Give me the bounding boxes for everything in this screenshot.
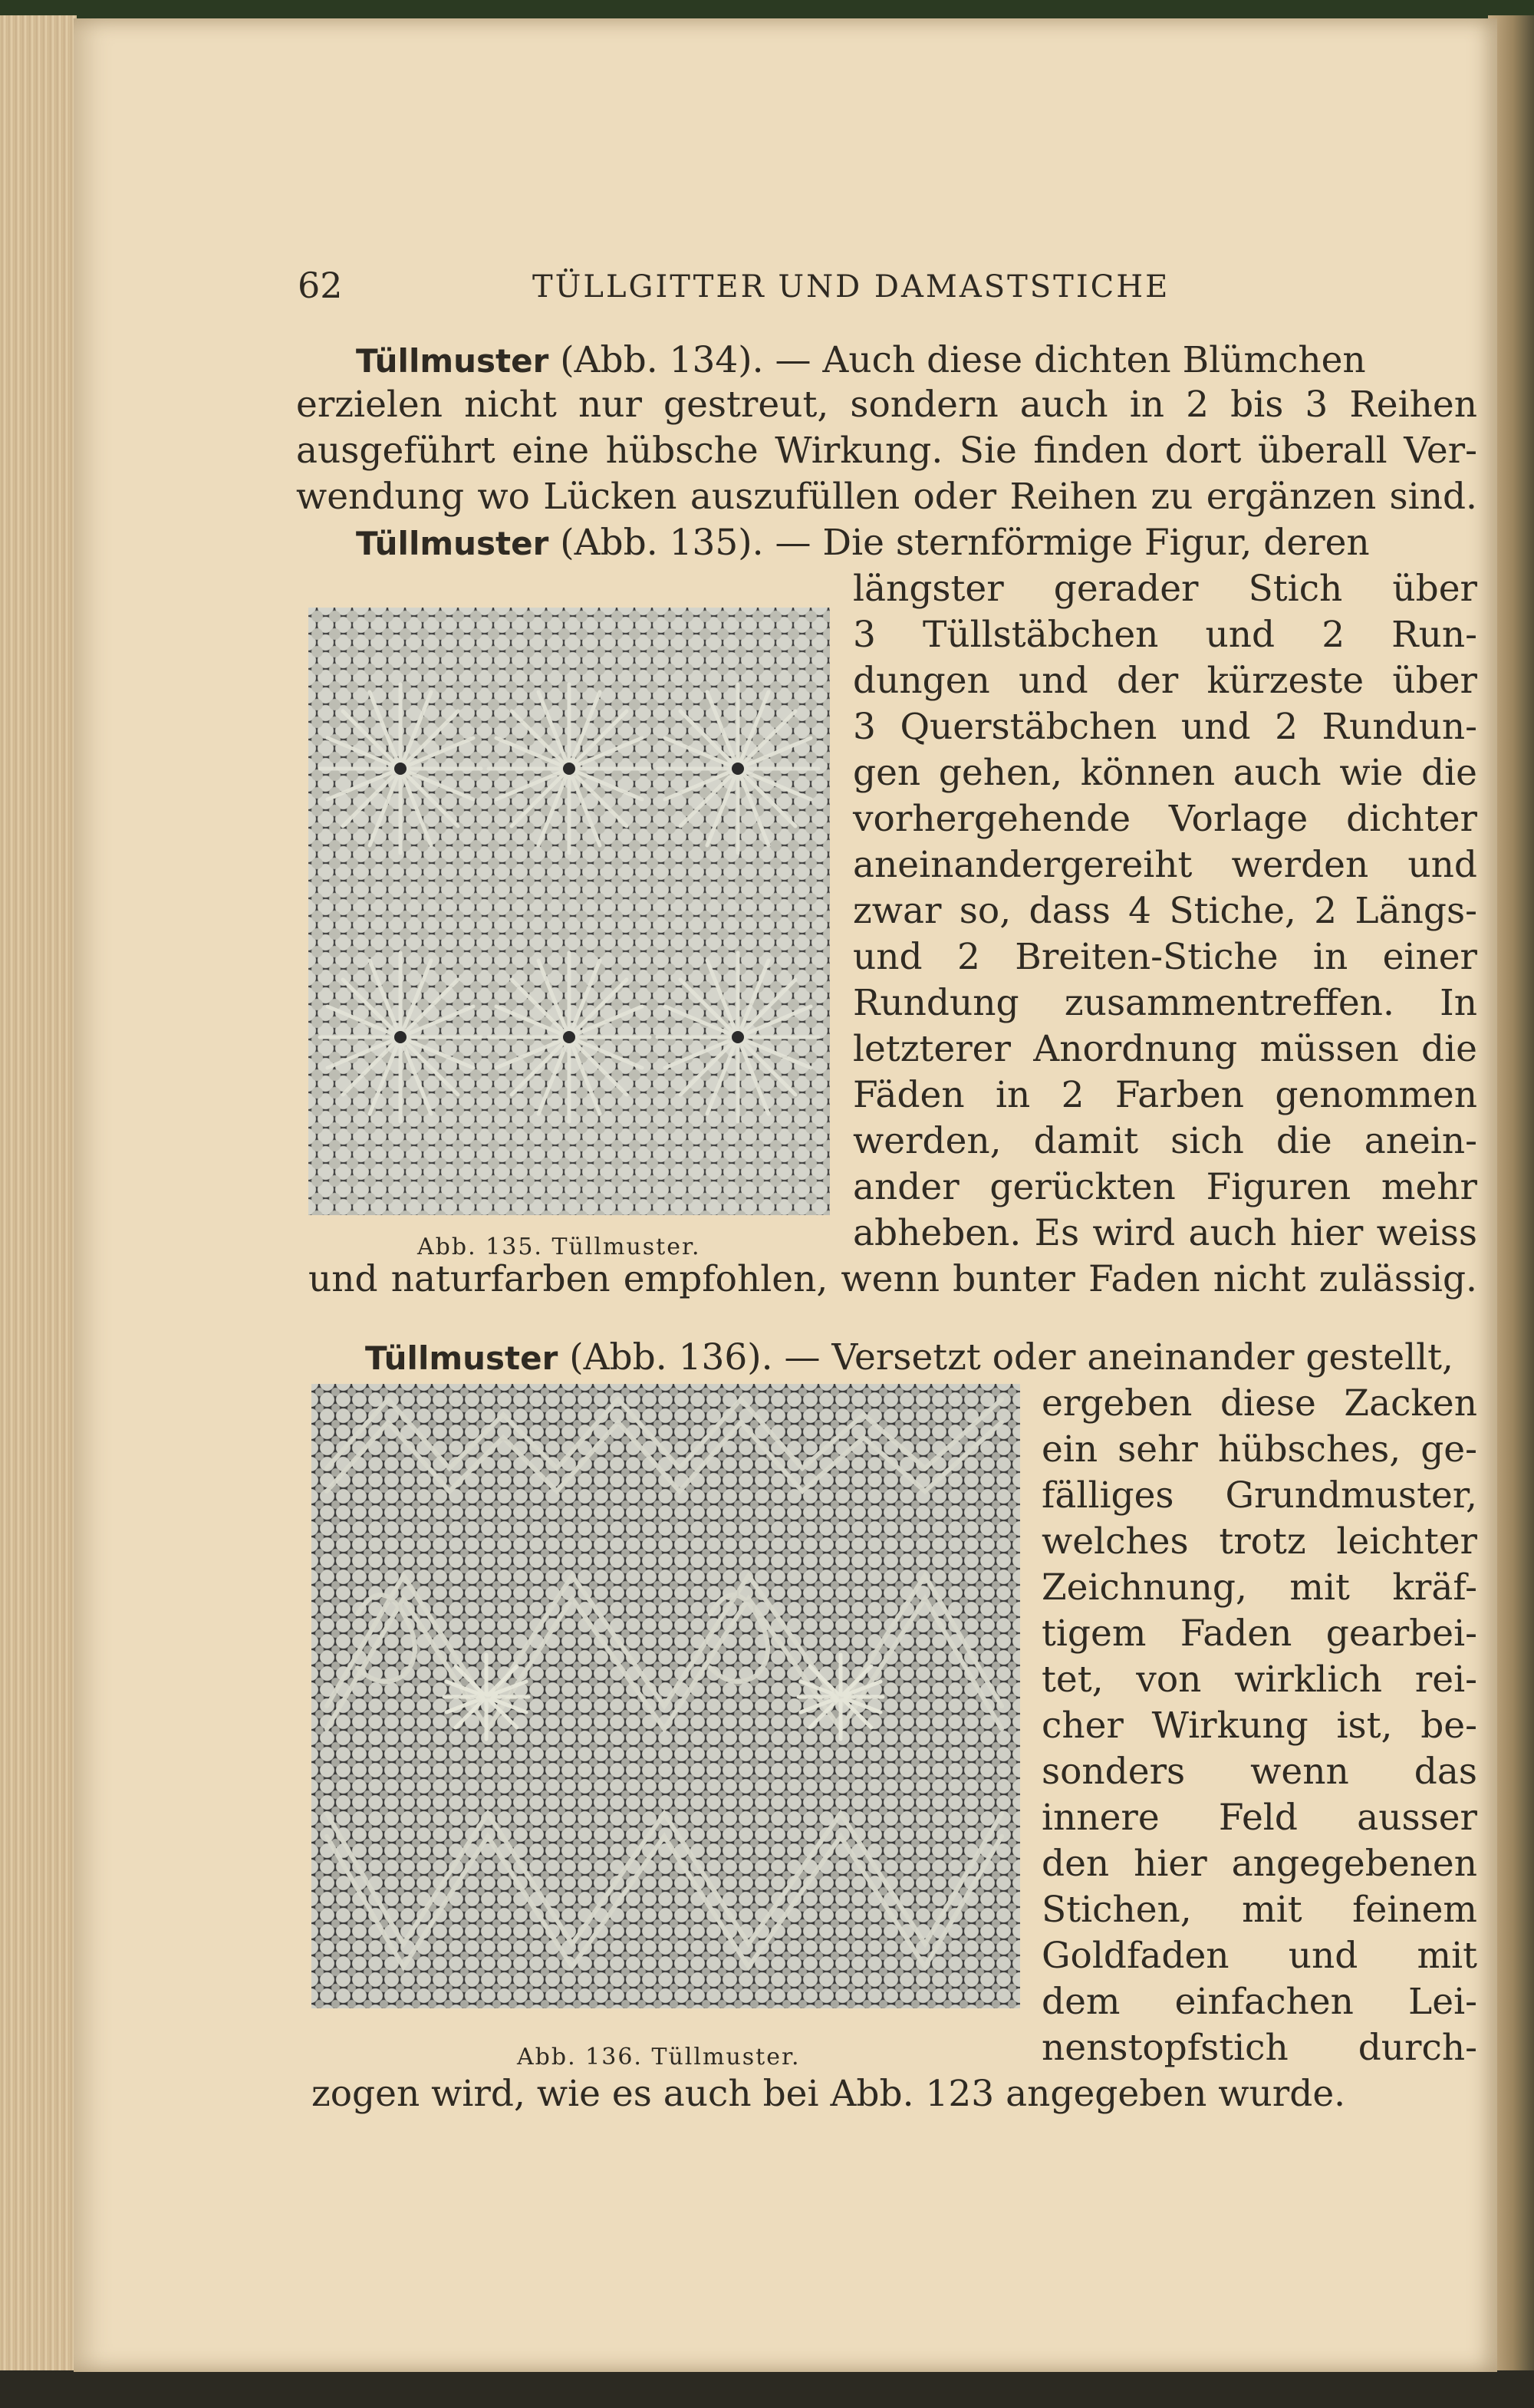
para3-line-11: innere Feld ausser [1042,1797,1477,1839]
para2-line-14: werden, damit sich die anein- [853,1120,1477,1162]
para2-line-12: letzterer Anordnung müssen die [853,1028,1477,1070]
figure-136-caption: Abb. 136. Tüllmuster. [517,2044,801,2070]
para2-line-15: ander gerückten Figuren mehr [853,1166,1477,1208]
running-header: TÜLLGITTER UND DAMASTSTICHE [532,269,1170,305]
figure-136-zigzag-motifs [311,1384,1020,2008]
book-page [74,18,1497,2372]
para3-line-15: dem einfachen Lei- [1042,1981,1477,2023]
figure-135-caption: Abb. 135. Tüllmuster. [417,1234,701,1260]
para3-line-5: welches trotz leichter [1042,1520,1477,1563]
para2-line-6: gen gehen, können auch wie die [853,752,1477,794]
para1-line-3: ausgeführt eine hübsche Wirkung. Sie finden dort überall Ver- [296,430,1477,472]
para2-line-11: Rundung zusammentreffen. In [853,982,1477,1024]
figure-136-tulle-pattern [311,1384,1020,2008]
para2-line-10: und 2 Breiten-Stiche in einer [853,936,1477,978]
para3-line-1: Tüllmuster (Abb. 136). — Versetzt oder aneinander gestellt, [365,1336,1453,1379]
figure-135-tulle-pattern [308,608,830,1215]
para3-line-17: zogen wird, wie es auch bei Abb. 123 angegeben wurde. [311,2073,1346,2115]
para3-line-16: nenstopfstich durch- [1042,2027,1477,2069]
para3-line-10: sonders wenn das [1042,1751,1477,1793]
para2-line-7: vorhergehende Vorlage dichter [853,798,1477,840]
para3-line-7: tigem Faden gearbei- [1042,1612,1477,1655]
page-stack-edge [0,15,77,2374]
para3-line-14: Goldfaden und mit [1042,1935,1477,1977]
para2-line-1: Tüllmuster (Abb. 135). — Die sternförmige Figur, deren [356,522,1370,564]
book-bottom-edge [0,2370,1534,2408]
para2-line-9: zwar so, dass 4 Stiche, 2 Längs- [853,890,1477,932]
para3-line-8: tet, von wirklich rei- [1042,1659,1477,1701]
para3-line-9: cher Wirkung ist, be- [1042,1705,1477,1747]
para2-line-3: 3 Tüllstäbchen und 2 Run- [853,614,1477,656]
para3-line-2: ergeben diese Zacken [1042,1382,1477,1425]
para1-line-1: Tüllmuster (Abb. 134). — Auch diese dichten Blümchen [356,339,1366,381]
para3-line-12: den hier angegebenen [1042,1843,1477,1885]
para3-line-3: ein sehr hübsches, ge- [1042,1428,1477,1471]
para1-line-2: erzielen nicht nur gestreut, sondern auch in 2 bis 3 Reihen [296,384,1477,426]
para1-term: Tüllmuster [356,342,549,380]
para2-line-13: Fäden in 2 Farben genommen [853,1074,1477,1116]
para2-term: Tüllmuster [356,525,549,562]
book-top-edge [0,0,1534,20]
page-number: 62 [298,265,343,306]
para2-line-8: aneinandergereiht werden und [853,844,1477,886]
para3-line-6: Zeichnung, mit kräf- [1042,1566,1477,1609]
para2-line-17: und naturfarben empfohlen, wenn bunter Faden nicht zulässig. [308,1258,1477,1300]
para1-line-4: wendung wo Lücken auszufüllen oder Reihen zu ergänzen sind. [296,476,1477,518]
para2-line-5: 3 Querstäbchen und 2 Rundun- [853,706,1477,748]
para3-term: Tüllmuster [365,1339,558,1377]
figure-135-star-motifs [308,608,830,1215]
para3-line-4: fälliges Grundmuster, [1042,1474,1477,1517]
para2-line-16: abheben. Es wird auch hier weiss [853,1212,1477,1254]
para2-line-4: dungen und der kürzeste über [853,660,1477,702]
para3-line-13: Stichen, mit feinem [1042,1889,1477,1931]
para2-line-2: längster gerader Stich über [853,568,1477,610]
